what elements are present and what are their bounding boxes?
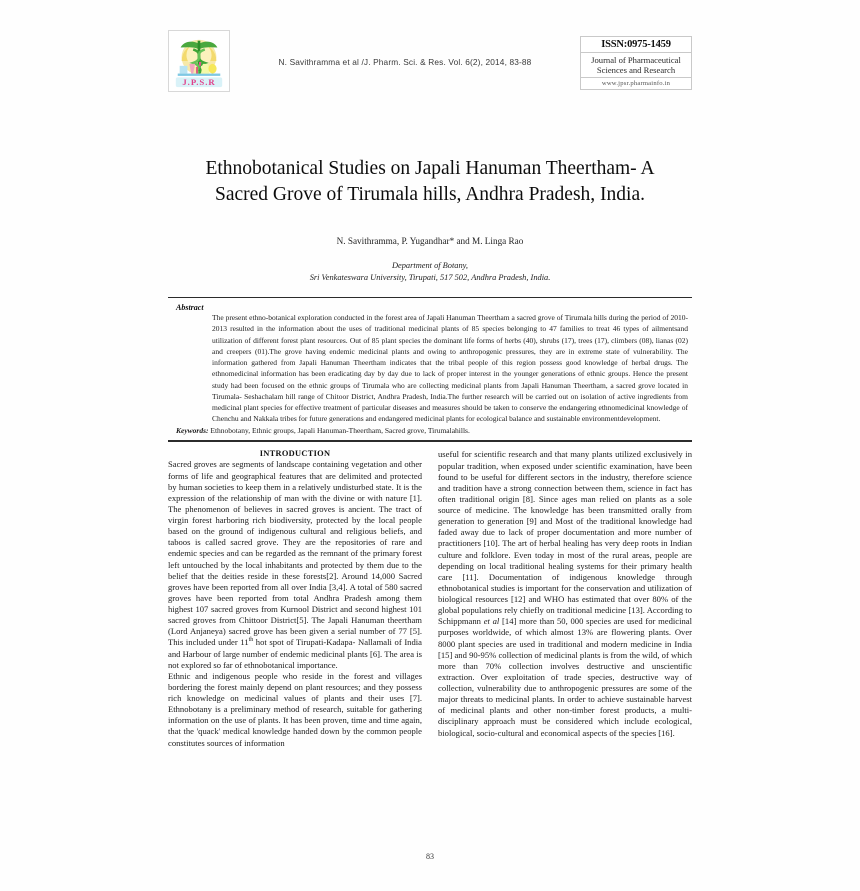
intro-p1-text-a: Sacred groves are segments of landscape containing vegetation and other forms of life and geographical features that are delimited and protected by human societies to keep them in a relatively undisturbed state. It is the expression of the relationship of man with the divine or with nature [1]. The phenomenon of believes in sacred groves is ancient. The tract of virgin forest harboring rich biodiversity, protected by the local people based on the ground of indigenous cultural and religious beliefs, and taboos is called sacred grove. They are the repositories of rare and endemic species and can be regarded as the remnant of the primary forest left untouched by the local inhabitants and protected by them due to the belief that the deities reside in these forests[2]. Around 14,000 Sacred groves have been reported from all over India [3,4]. A total of 580 sacred groves have been reported from total Andhra Pradesh among them highest 107 sacred groves from Kurnool District and second highest 101 sacred groves from Chittoor District[5]. The Japali Hanuman theertham (Lord Anjaneya) sacred grove has been given a serial number of 77 [5]. This included under 11 [168,459,422,648]
page-content [168,30,692,861]
intro-paragraph-2: Ethnic and indigenous people who reside in the forest and villages bordering the forest mainly depend on plant resources; and they possess rich knowledge on medicinal values of plants and their uses [7]. Ethnobotany is a preliminary method of research, suitable for gathering information on the use of plants. It has been proven, time and time again, that the 'quack' medical knowledge handed down by the common people constitutes sources of information [168,670,422,748]
section-heading-introduction: INTRODUCTION [259,449,331,459]
article-authors: N. Savithramma, P. Yugandhar* and M. Linga Rao [336,235,524,246]
intro-p3-text-b: [14] more than 50, 000 species are used for medicinal purposes worldwide, of which almost 13% are flowering plants. Over 8000 plant species are used in traditional and modern medicine in India [15] and 90-95% collection of medicinal plants is from the wild, of which more than 70% collection involves destructive and unscientific extraction. Over exploitation of trade species, destructive way of collection, vulnerability due to anthropogenic pressures are some of the major threats to medicinal plants. In order to achieve sustainable harvest of medicinal plants and other non-timber forest products, a multi-disciplinary approach must be considered which include ecological, biological, socio-cultural and economical aspects of the species [16]. [438,616,692,738]
journal-website-url: www.jpsr.pharmainfo.in [601,80,671,88]
journal-logo [168,30,230,92]
svg-text:J.P.S.R: J.P.S.R [182,77,216,88]
intro-paragraph-1 [168,459,422,670]
left-column [168,449,422,748]
intro-p1-text-b: hot spot of Tirupati-Kadapa- Nallamali of India and Harbour of large number of endemic medicinal plants [6]. The area is not explored so far of ethnobotanical importance. [168,637,422,670]
page-number: 83 [426,852,434,861]
keywords-line [176,426,688,437]
keywords-label: Keywords: [176,425,209,435]
masthead [168,30,692,104]
article-title: Ethnobotanical Studies on Japali Hanuman Theertham- A Sacred Grove of Tirumala hills, Andhra Pradesh, India. [205,158,655,205]
affiliation-department: Department of Botany, [391,260,469,270]
right-column [438,449,692,748]
keywords-values: Ethnobotany, Ethnic groups, Japali Hanuman-Theertham, Sacred grove, Tirumalahills. [208,425,470,435]
abstract-label: Abstract [176,303,204,313]
intro-p3-text-a: useful for scientific research and that many plants utilized exclusively in popular tradition, when exposed under scientific examination, have been found to be useful for different sectors in the industry, therefore science and tradition have a strong connection between them, science in fact has often traditional origin [8]. Since ages man relied on plants as a sole source of medicine. The knowledge has been transmitted orally from generation to generation [9] and Most of the traditional knowledge had faded away due to lack of proper documentation and more number of practitioners [10]. The art of herbal healing has very deep roots in Indian culture and folklore. Even today in most of the rural areas, people are depending on local traditional healing systems for their primary health care [11]. Documentation of indigenous knowledge through ethnobotanical studies is important for the conservation and utilization of biological resources [12] and WHO has estimated that over 80% of the global populations rely chiefly on traditional medicine [13]. According to Schippmann [438,449,692,627]
abstract-section [168,297,692,442]
journal-title: Journal of Pharmaceutical Sciences and Research [581,53,691,78]
abstract-body: The present ethno-botanical exploration conducted in the forest area of Japali Hanuman Theertham a sacred grove of Tirumala hills during the period of 2010-2013 resulted in the information about the uses of traditional medicinal plants of 85 species belonging to 47 families to treat 46 types of ailmentsand utilization of different forest plant resources. Out of 85 plant species the dominant life forms of herbs (40), shrubs (17), trees (17), climbers (08), lianas (02) and creepers (01).The grove having endemic medicinal plants and owing to anthropogenic pressures, they are in extreme state of vulnerability. The information gathered from Japali Hanuman Theertham indicates that the tribal people of this region possess good knowledge of herbal drugs. The ethnomedicinal information has been eradicating day by day due to lack of proper interest in the younger generations of ethnic groups. Hence the present study had been focused on the ethnic groups of Tirumala who are collecting medicinal plants from Japali Hanuman Theertham, a sacred grove located in Tirumala- Seshachalam hill range of Chitoor District, Andhra Pradesh, India.The further research will be carried out on isolation of active ingredients from medicinal plant species for effective treatment of particular diseases and measures should be taken to conserve the endangering ethnomedicinal knowledge of Chenchu and Nakkala tribes for future generations and endangered medicinal plants for ecological balance and sustainable environmentdevelopment. [212,313,688,424]
body-columns [168,449,692,748]
intro-p1-superscript: th [248,637,254,644]
affiliation-institution: Sri Venkateswara University, Tirupati, 517 502, Andhra Pradesh, India. [309,273,551,283]
running-header-citation: N. Savithramma et al /J. Pharm. Sci. & Res. Vol. 6(2), 2014, 83-88 [278,57,532,67]
journal-info-box [580,36,692,90]
intro-paragraph-3 [438,449,692,738]
jpsr-caduceus-logo-icon [170,32,228,90]
intro-p3-italic-etal: et al [483,616,500,627]
issn-label: ISSN:0975-1459 [581,37,691,53]
author-affiliation [168,260,692,285]
